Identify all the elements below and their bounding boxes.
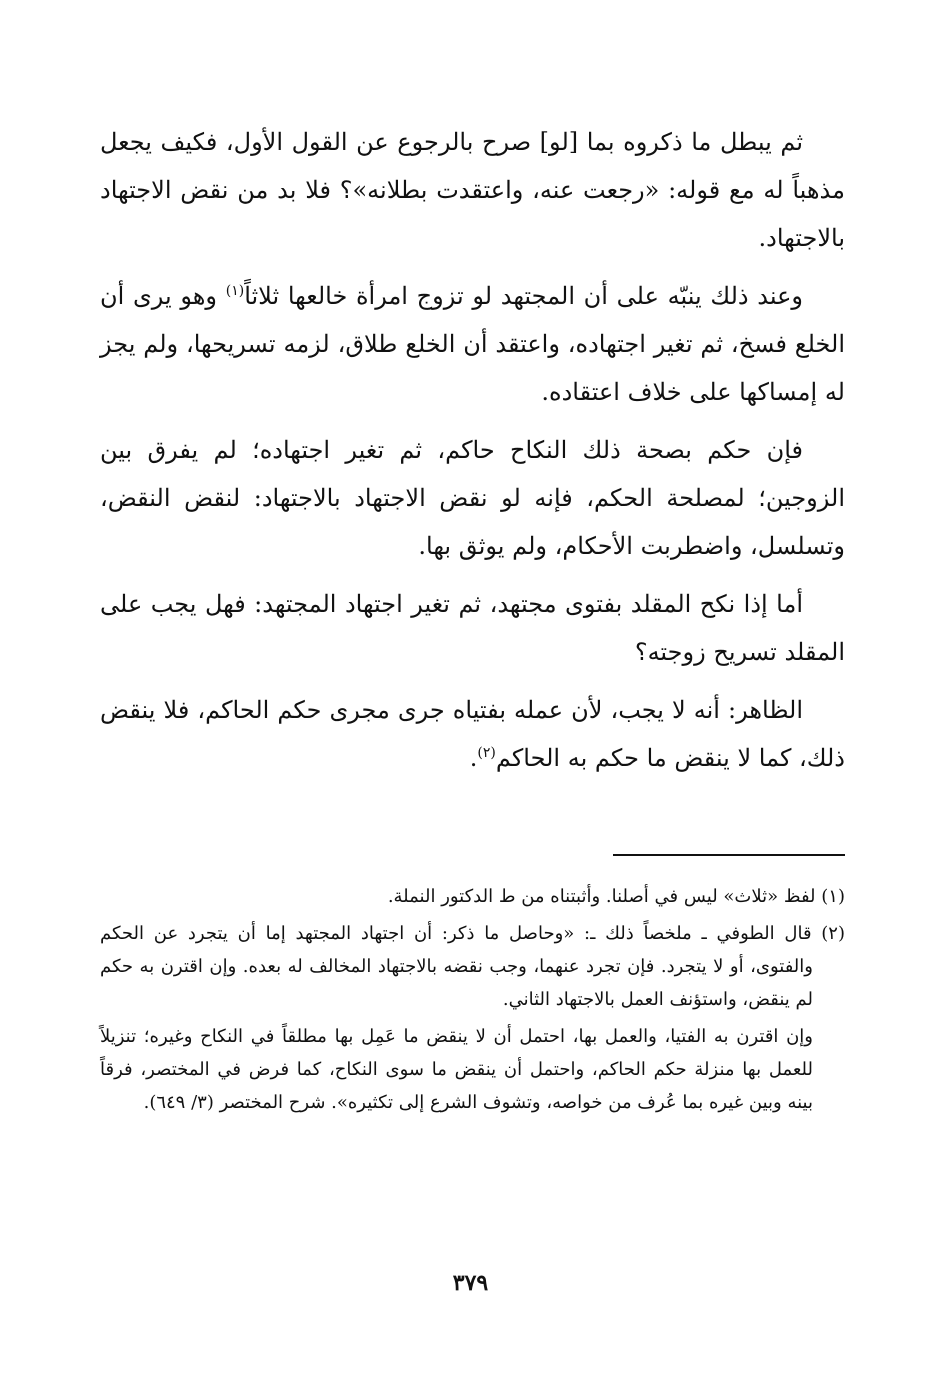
footnote-1: (١) لفظ «ثلاث» ليس في أصلنا. وأثبتناه من ط الدكتور النملة. xyxy=(387,886,845,907)
paragraph-2-text: وعند ذلك ينبّه على أن المجتهد لو تزوج امرأة خالعها ثلاثاً xyxy=(244,282,804,310)
footnotes xyxy=(100,880,845,1123)
paragraph-1-text: ثم يبطل ما ذكروه بما [لو] صرح بالرجوع عن القول الأول، فكيف يجعل مذهباً له مع قوله: «رجعت عنه، واعتقدت بطلانه»؟ فلا بد من نقض الاجتهاد بالاجتهاد. xyxy=(100,128,845,252)
footnote-2-continuation: وإن اقترن به الفتيا، والعمل بها، احتمل أن لا ينقض ما عَمِل بها مطلقاً في النكاح وغيره؛ تنزيلاً للعمل بها منزلة حكم الحاكم، واحتمل أن ينقض ما سوى النكاح، كما فرض في المختصر، فرقاً بينه وبين غيره بما عُرف من خواصه، وتشوف الشرع إلى تكثيره». شرح المختصر (٣/ ٦٤٩). xyxy=(100,1026,814,1113)
main-text xyxy=(100,118,845,782)
paragraph-5-tail: . xyxy=(469,744,478,772)
book-page xyxy=(100,118,845,1296)
paragraph-3 xyxy=(100,426,845,570)
paragraph-2-tail: وهو يرى أن الخلع فسخ، ثم تغير اجتهاده، واعتقد أن الخلع طلاق، لزمه تسريحها، ولم يجز له إمساكها على خلاف اعتقاده. xyxy=(100,282,845,406)
paragraph-4-text: أما إذا نكح المقلد بفتوى مجتهد، ثم تغير اجتهاد المجتهد: فهل يجب على المقلد تسريح زوجته؟ xyxy=(100,590,845,666)
paragraph-4 xyxy=(100,580,845,676)
paragraph-5 xyxy=(100,686,845,782)
footnote-ref-1[interactable]: (١) xyxy=(225,283,245,299)
page-number: ٣٧٩ xyxy=(452,1270,489,1296)
paragraph-1 xyxy=(100,118,845,262)
footnote-divider xyxy=(613,854,845,856)
paragraph-3-text: فإن حكم بصحة ذلك النكاح حاكم، ثم تغير اجتهاده؛ لم يفرق بين الزوجين؛ لمصلحة الحكم، فإنه لو نقض الاجتهاد بالاجتهاد: لنقض النقض، وتسلسل، واضطربت الأحكام، ولم يوثق بها. xyxy=(100,436,845,560)
paragraph-2 xyxy=(100,272,845,416)
footnote-ref-2[interactable]: (٢) xyxy=(477,745,496,761)
paragraph-5-text: الظاهر: أنه لا يجب، لأن عمله بفتياه جرى مجرى حكم الحاكم، فلا ينقض ذلك، كما لا ينقض ما حكم به الحاكم xyxy=(100,696,845,772)
footnote-2: (٢) قال الطوفي ـ ملخصاً ذلك ـ: «وحاصل ما ذكر: أن اجتهاد المجتهد إما أن يتجرد عن الحكم والفتوى، أو لا يتجرد. فإن تجرد عنهما، وجب نقضه بالاجتهاد المخالف له بعده. وإن اقترن به حكم لم ينقض، واستؤنف العمل بالاجتهاد الثاني. xyxy=(100,923,845,1010)
